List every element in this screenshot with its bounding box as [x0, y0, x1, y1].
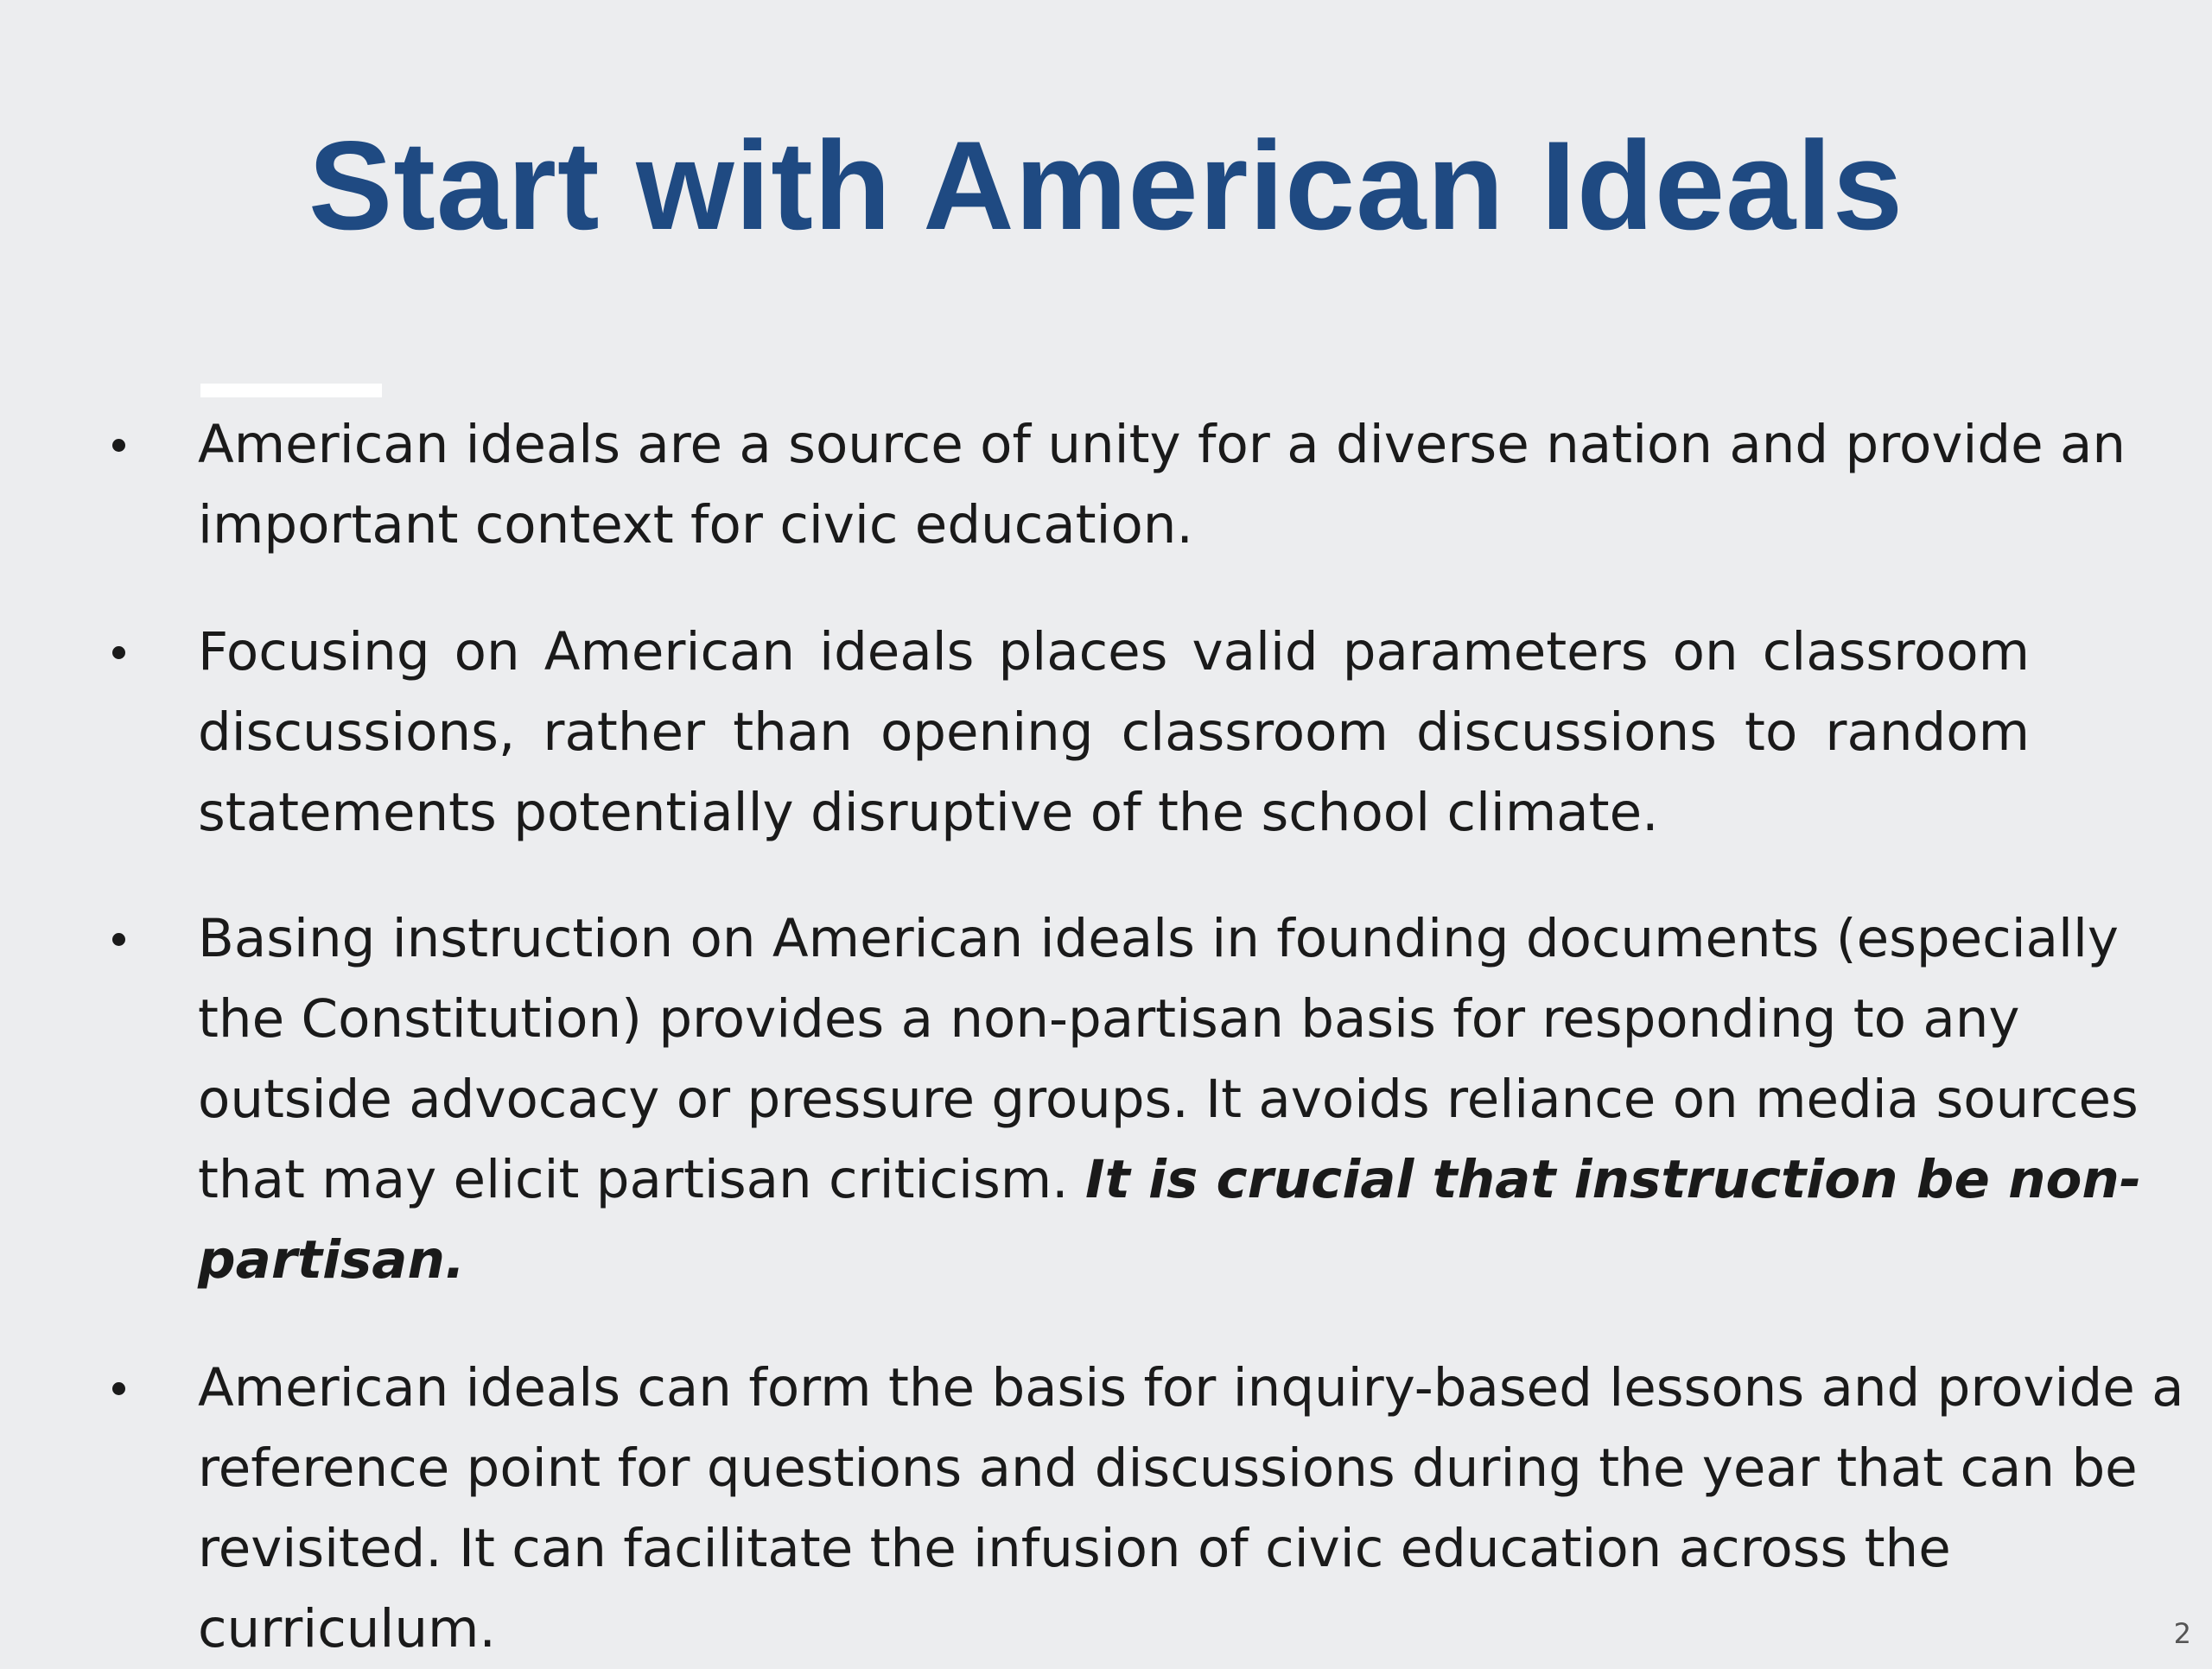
bullet-dot-icon — [112, 933, 125, 946]
bullet-dot-icon — [112, 1382, 125, 1395]
bullet-dot-icon — [112, 439, 125, 452]
title-accent-bar — [200, 384, 382, 397]
bullet-text: American ideals can form the basis for inquiry-based lessons and provide a reference point for questions and discussions during the year that can be revisited. It can facilitate the infusion of civic education across the curriculum. — [198, 1357, 2184, 1659]
bullet-text: Basing instruction on American ideals in founding documents (especially the Constitution) provides a non-partisan basis for responding to any outside advocacy or pressure groups. It avoids reliance on media sources that may elicit partisan criticism. — [198, 908, 2139, 1210]
bullet-text: Focusing on American ideals places valid parameters on classroom discussions, rather than opening classroom discussions to random statements potentially disruptive of the school climate. — [198, 621, 2030, 843]
bullet-text: American ideals are a source of unity for a diverse nation and provide an important context for civic education. — [198, 414, 2126, 555]
slide-title: Start with American Ideals — [308, 115, 1904, 256]
page-number: 2 — [2173, 1617, 2191, 1650]
bullet-dot-icon — [112, 646, 125, 659]
bullet-emphasis-text: It is crucial that instruction be non-partisan. — [198, 1149, 2142, 1291]
bullet-text-container — [198, 898, 2211, 1300]
